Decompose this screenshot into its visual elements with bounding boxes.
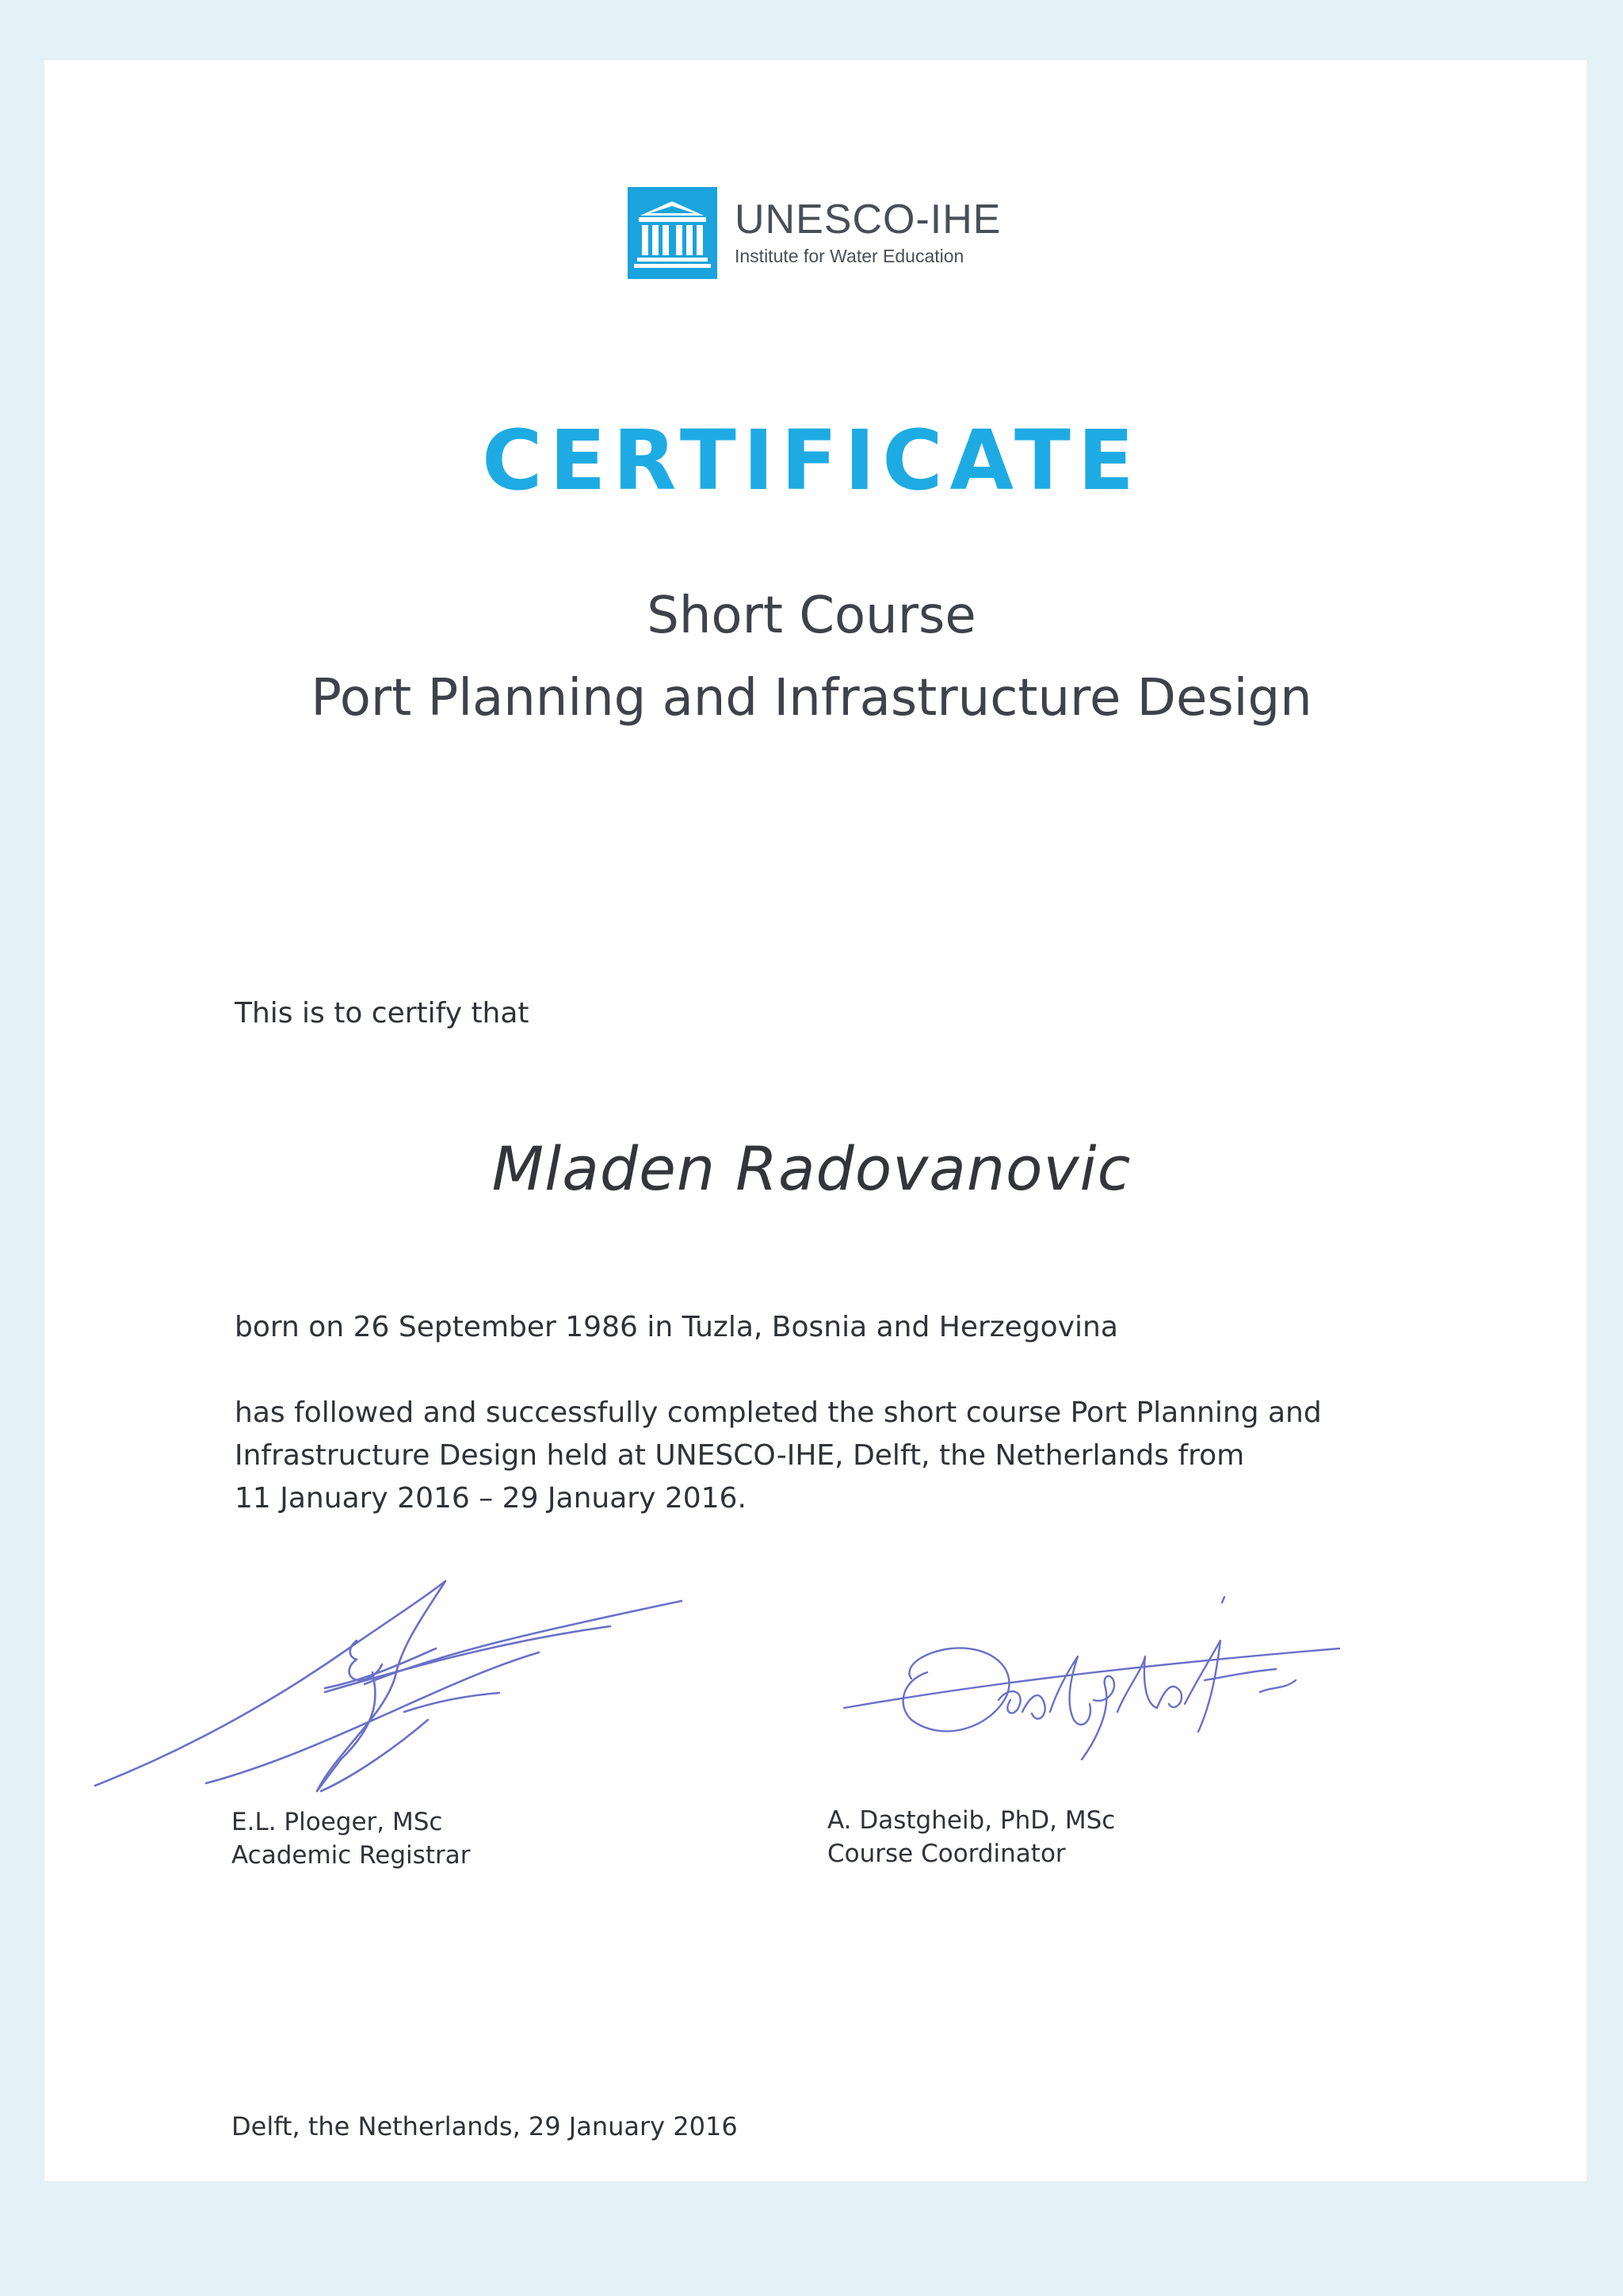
unesco-ihe-logo bbox=[628, 187, 1001, 279]
signatory-left-role: Academic Registrar bbox=[231, 1841, 471, 1870]
signature-right bbox=[832, 1593, 1347, 1767]
completion-statement bbox=[235, 1392, 1344, 1520]
completion-line-3: 11 January 2016 – 29 January 2016. bbox=[235, 1482, 747, 1515]
logo-name: UNESCO-IHE bbox=[735, 197, 1002, 243]
certificate-title: CERTIFICATE bbox=[482, 412, 1141, 509]
place-and-date: Delft, the Netherlands, 29 January 2016 bbox=[231, 2111, 738, 2141]
certify-text: This is to certify that bbox=[235, 997, 529, 1030]
signatory-right bbox=[827, 1804, 1115, 1870]
completion-line-2: Infrastructure Design held at UNESCO-IHE, Delft, the Netherlands from bbox=[235, 1439, 1245, 1472]
logo-subtitle: Institute for Water Education bbox=[735, 246, 964, 266]
signatory-left bbox=[231, 1805, 470, 1872]
birth-details: born on 26 September 1986 in Tuzla, Bosnia and Herzegovina bbox=[235, 1311, 1118, 1343]
course-name: Port Planning and Infrastructure Design bbox=[311, 669, 1312, 728]
recipient-name: Mladen Radovanovic bbox=[491, 1133, 1132, 1204]
unesco-temple-icon bbox=[628, 187, 717, 279]
signatory-left-name: E.L. Ploeger, MSc bbox=[231, 1808, 443, 1836]
signatory-right-role: Course Coordinator bbox=[827, 1839, 1066, 1868]
course-type: Short Course bbox=[647, 586, 976, 645]
signatory-right-name: A. Dastgheib, PhD, MSc bbox=[827, 1806, 1116, 1835]
signature-left bbox=[87, 1553, 689, 1807]
completion-line-1: has followed and successfully completed the short course Port Planning and bbox=[235, 1396, 1322, 1429]
